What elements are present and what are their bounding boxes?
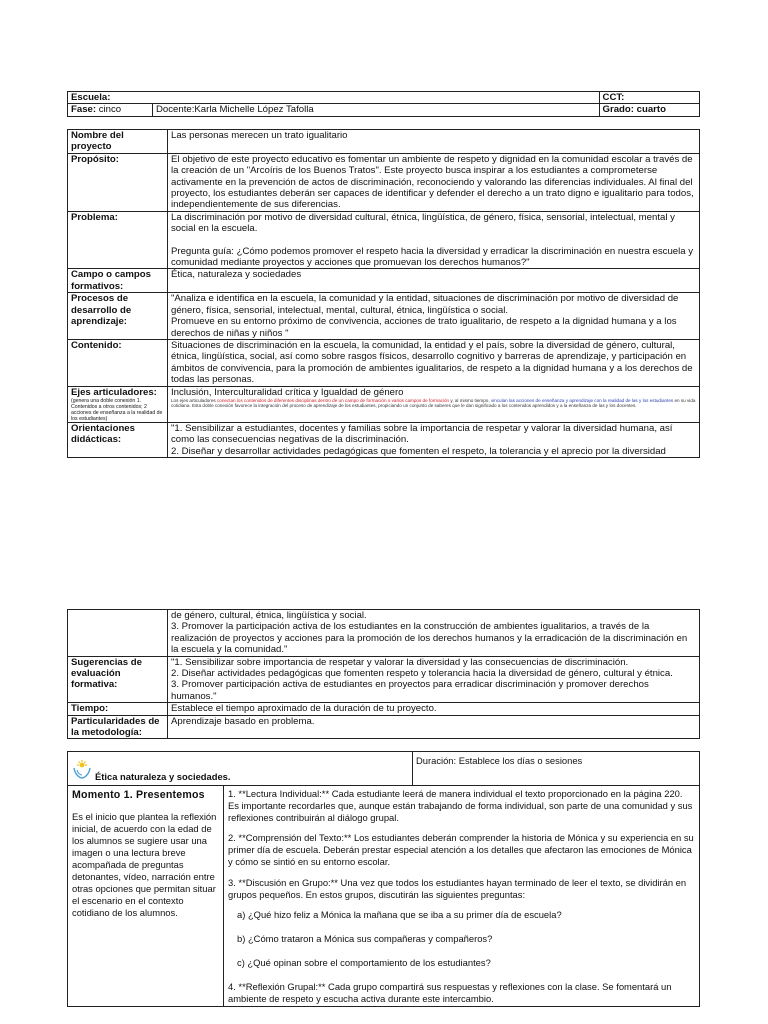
orientaciones-row: [68, 422, 700, 457]
actividad-3: 3. **Discusión en Grupo:** Una vez que todos los estudiantes hayan terminado de leer el texto, se dividirán en grupos pequeños. En estos grupos, discutirán las siguientes preguntas:: [228, 876, 687, 900]
momento-title: Momento 1. Presentemos: [72, 789, 205, 801]
nombre-value: Las personas merecen un trato igualitario: [168, 130, 700, 154]
sugerencias-label: Sugerencias de evaluación formativa:: [68, 656, 168, 703]
orientaciones-value-1: "1. Sensibilizar a estudiantes, docentes y familias sobre la importancia de respetar y valorar la diversidad humana, así como las consecuencias negativas de la discriminación.: [171, 422, 673, 446]
problema-row: [68, 211, 700, 269]
ejes-desc-part-1: Los ejes articuladores: [171, 397, 217, 403]
ejes-desc-blue: vinculan las acciones de enseñanza y aprendizaje con la realidad de las y los estudiantes: [490, 397, 674, 403]
orientaciones-cell: [168, 422, 700, 457]
pda-cell: [168, 293, 700, 340]
docente-cell: Docente:Karla Michelle López Tafolla: [153, 104, 600, 116]
ejes-description: [171, 398, 696, 409]
campo-title-cell: [68, 752, 413, 786]
proposito-label: Propósito:: [68, 153, 168, 211]
problema-value: La discriminación por motivo de diversidad cultural, étnica, lingüística, de género, física, sensorial, intelectual, mental y social en la escuela.: [171, 211, 675, 235]
orientaciones-label: Orientaciones didácticas:: [68, 422, 168, 457]
campo-title: Ética naturaleza y sociedades.: [95, 770, 231, 782]
pregunta-guia: Pregunta guía: ¿Cómo podemos promover el respeto hacia la diversidad y erradicar la discriminación en nuestra escuela y comunidad mediante proyectos y acciones que promuevan los derechos humanos?": [171, 245, 694, 269]
sugerencias-2: 2. Diseñar actividades pedagógicas que fomenten respeto y tolerancia hacia la diversidad de género, cultural y étnica.: [171, 668, 673, 680]
pregunta-c: c) ¿Qué opinan sobre el comportamiento de los estudiantes?: [237, 956, 491, 968]
sugerencias-1: "1. Sensibilizar sobre importancia de respetar y valorar la diversidad y las consecuencias de discriminación.: [171, 656, 629, 668]
contenido-value: Situaciones de discriminación en la escuela, la comunidad, la entidad y el país, sobre la diversidad de género, cultural, étnica, lingüística, social, así como sobre rasgos físicos, desarrollo cognitivo y barreras de aprendizaje, y participación en ámbitos de convivencia, para la promoción de ambientes igualitarios, de respeto a la dignidad humana y a los derechos de todas las personas.: [168, 339, 700, 386]
proposito-value: El objetivo de este proyecto educativo es fomentar un ambiente de respeto y dignidad en la comunidad escolar a través de la creación de un "Arcoíris de los Buenos Tratos". Este proyecto busca inspirar a los estudiantes a comprometerse activamente en la prevención de actos de discriminación, reconociendo y valorando las diferencias individuales. Al final del proyecto, los estudiantes deberán ser capaces de identificar y defender el derecho a un trato digno e igualitario para todos, independientemente de sus diferencias.: [168, 153, 700, 211]
fase-value: cinco: [98, 104, 122, 116]
orientaciones-cont-cell: [168, 610, 700, 657]
particularidades-row: [68, 715, 700, 739]
escuela-cell: Escuela:: [68, 92, 600, 104]
ejes-value: Inclusión, Interculturalidad crítica y Igualdad de género: [171, 386, 404, 398]
campo-row: [68, 269, 700, 293]
campo-logo-icon: [71, 758, 93, 782]
duracion-cell: Duración: Establece los días o sesiones: [413, 752, 700, 786]
pregunta-b: b) ¿Cómo trataron a Mónica sus compañeras y compañeros?: [237, 933, 493, 945]
orientaciones-cont-2: 3. Promover la participación activa de los estudiantes en la construcción de ambientes igualitarios, a través de la realización de proyectos y acciones para la promoción de los derechos humanos y la erradicación de la discriminación en la escuela y la comunidad.": [171, 621, 688, 656]
orientaciones-value-2: 2. Diseñar y desarrollar actividades pedagógicas que fomenten el respeto, la tolerancia y el aprecio por la diversidad: [171, 445, 666, 457]
orientaciones-cont-row: [68, 610, 700, 657]
actividad-1: 1. **Lectura Individual:** Cada estudiante leerá de manera individual el texto proporcionado en la página 220. Es importante recordarles que, aunque están trabajando de forma individual, son parte de una comunidad y sus reflexiones contribuirán al diálogo grupal.: [228, 788, 693, 823]
particularidades-label: Particularidades de la metodología:: [68, 715, 168, 739]
campo-value: Ética, naturaleza y sociedades: [168, 269, 700, 293]
ejes-desc-red: conectan los contenidos de diferentes disciplinas dentro de un campo de formación o varios campos de formación: [216, 397, 450, 403]
tiempo-value: Establece el tiempo aproximado de la duración de tu proyecto.: [168, 703, 700, 715]
ejes-row: [68, 386, 700, 422]
particularidades-value: Aprendizaje basado en problema.: [168, 715, 700, 739]
sugerencias-cell: [168, 656, 700, 703]
sugerencias-3: 3. Promover participación activa de estudiantes en proyectos para erradicar discriminación y promover derechos humanos.": [171, 679, 649, 702]
pda-value-1: "Analiza e identifica en la escuela, la comunidad y la entidad, situaciones de discriminación por motivo de diversidad de género, física, sensorial, intelectual, mental, cultural, étnica, lingüística o social.: [171, 293, 679, 316]
ejes-cell: [168, 386, 700, 422]
ejes-label: Ejes articuladores:: [71, 386, 157, 398]
pda-label: Procesos de desarrollo de aprendizaje:: [68, 293, 168, 340]
ejes-note: (genera una doble conexión 1. Contenidos a otros contenidos; 2 acciones de enseñanza a la realidad de los estudiantes): [71, 397, 163, 422]
contenido-label: Contenido:: [68, 339, 168, 386]
nombre-row: [68, 130, 700, 154]
momento-description: Es el inicio que plantea la reflexión inicial, de acuerdo con la edad de los alumnos se sugiere usar una imagen o una lectura breve acompañada de preguntas detonantes, vídeo, narración entre otras opciones que permitan situar el escenario en el contexto cotidiano de los alumnos.: [72, 811, 217, 919]
ejes-label-cell: [68, 386, 168, 422]
fase-label: Fase:: [71, 104, 97, 116]
lesson-table: [67, 751, 700, 1007]
orientaciones-cont-label: [68, 610, 168, 657]
fase-cell: [68, 104, 153, 116]
problema-cell: [168, 211, 700, 269]
tiempo-label: Tiempo:: [68, 703, 168, 715]
orientaciones-cont-1: de género, cultural, étnica, lingüística y social.: [171, 610, 367, 621]
proposito-row: [68, 153, 700, 211]
ejes-desc-part-3: en su vida cotidiana. Esta doble conexión favorece la integración del proceso de aprendizaje de los estudiantes, propiciando un conjunto de saberes que le dan significado a los contenidos aprendidos y a la enseñanza de las y los docentes.: [171, 397, 696, 409]
actividad-4: 4. **Reflexión Grupal:** Cada grupo compartirá sus respuestas y reflexiones con la clase. Se fomentará un ambiente de respeto y escucha activa durante este intercambio.: [228, 980, 672, 1004]
campo-label: Campo o campos formativos:: [68, 269, 168, 293]
nombre-label: Nombre del proyecto: [68, 130, 168, 154]
tiempo-row: [68, 703, 700, 715]
problema-label: Problema:: [68, 211, 168, 269]
lesson-header-row: [68, 752, 700, 786]
contenido-row: [68, 339, 700, 386]
actividades-cell: [224, 786, 700, 1007]
momento-cell: [68, 786, 224, 1007]
cct-cell: CCT:: [599, 92, 699, 104]
project-table: [67, 129, 700, 458]
actividad-2: 2. **Comprensión del Texto:** Los estudiantes deberán comprender la historia de Mónica y su experiencia en su primer día de escuela. Deberán prestar especial atención a los detalles que afectaron las emociones de Mónica y cómo se sintió en su entorno escolar.: [228, 832, 694, 867]
momento-row: [68, 786, 700, 1007]
sugerencias-row: [68, 656, 700, 703]
grado-cell: Grado: cuarto: [599, 104, 699, 116]
header-table: [67, 91, 700, 117]
ejes-desc-part-2: y, al mismo tiempo,: [449, 397, 491, 403]
pda-row: [68, 293, 700, 340]
pda-value-2: Promueve en su entorno próximo de convivencia, acciones de trato igualitario, de respeto a la dignidad humana y a los derechos de niñas y niños ": [171, 316, 677, 339]
project-cont-table: [67, 609, 700, 739]
pregunta-a: a) ¿Qué hizo feliz a Mónica la mañana que se iba a su primer día de escuela?: [237, 909, 562, 921]
